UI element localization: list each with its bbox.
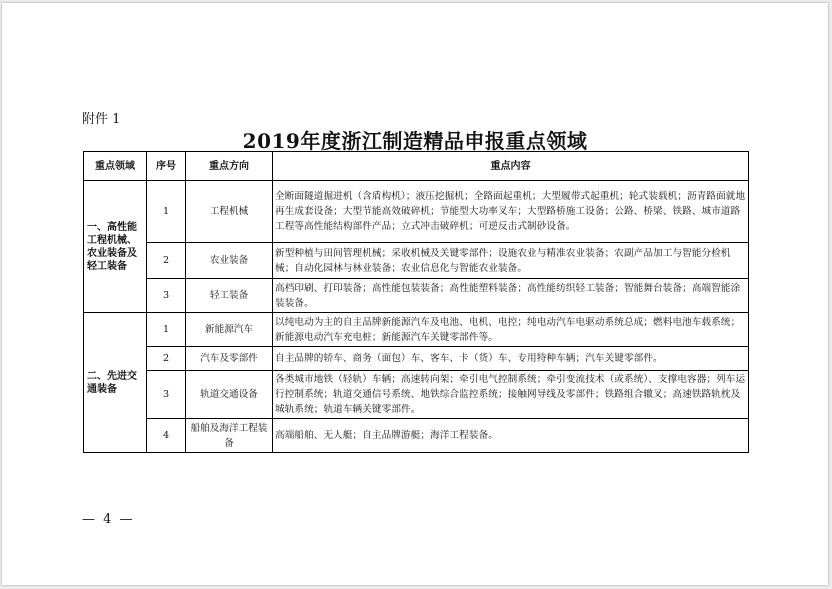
row-number: 3 <box>147 371 186 419</box>
row-content: 新型种植与田间管理机械；采收机械及关键零部件；设施农业与精准农业装备；农副产品加工与智能分检机械；自动化园林与林业装备；农业信息化与智能农业装备。 <box>273 243 749 279</box>
table-row <box>84 279 749 313</box>
header-no: 序号 <box>147 152 186 181</box>
header-area: 重点领域 <box>84 152 147 181</box>
header-content: 重点内容 <box>273 152 749 181</box>
page-title: 2019年度浙江制造精品申报重点领域 <box>242 129 588 153</box>
row-number: 2 <box>147 243 186 279</box>
row-number: 3 <box>147 279 186 313</box>
row-direction: 轨道交通设备 <box>186 371 273 419</box>
row-content: 自主品牌的轿车、商务（面包）车、客车、卡（货）车、专用特种车辆；汽车关键零部件。 <box>273 347 749 371</box>
table-row <box>84 243 749 279</box>
page-number: — 4 — <box>82 512 135 527</box>
table-row <box>84 181 749 243</box>
row-content: 高端船舶、无人艇；自主品牌游艇；海洋工程装备。 <box>273 419 749 453</box>
area-cell: 二、先进交通装备 <box>84 313 147 453</box>
attachment-label: 附件 1 <box>82 112 121 127</box>
table-row <box>84 313 749 347</box>
row-number: 2 <box>147 347 186 371</box>
document-page <box>2 3 828 585</box>
row-content: 以纯电动为主的自主品牌新能源汽车及电池、电机、电控；纯电动汽车电驱动系统总成；燃料电池车载系统；新能源电动汽车充电桩；新能源汽车关键零部件等。 <box>273 313 749 347</box>
row-direction: 工程机械 <box>186 181 273 243</box>
row-direction: 新能源汽车 <box>186 313 273 347</box>
row-number: 1 <box>147 313 186 347</box>
area-cell: 一、高性能工程机械、农业装备及轻工装备 <box>84 181 147 313</box>
row-content: 各类城市地铁（轻轨）车辆；高速转向架；牵引电气控制系统；牵引变流技术（或系统）、支撑电容器；列车运行控制系统；轨道交通信号系统、地铁综合监控系统；接触网导线及零部件；铁路组合辙叉；高速铁路轨枕及城轨系统；轨道车辆关键零部件。 <box>273 371 749 419</box>
table-row <box>84 419 749 453</box>
row-content: 全断面隧道掘进机（含盾构机）；液压挖掘机；全路面起重机；大型履带式起重机；轮式装载机；沥青路面就地再生成套设备；大型节能高效破碎机；节能型大功率叉车；大型路桥施工设备；公路、桥梁、铁路、城市道路工程等高性能结构部件产品；立式冲击破碎机；可逆反击式制砂设备。 <box>273 181 749 243</box>
row-direction: 轻工装备 <box>186 279 273 313</box>
table-header-row <box>84 152 749 181</box>
row-number: 4 <box>147 419 186 453</box>
table-row <box>84 347 749 371</box>
row-content: 高档印刷、打印装备；高性能包装装备；高性能塑料装备；高性能纺织轻工装备；智能舞台装备；高端智能涂装装备。 <box>273 279 749 313</box>
key-areas-table <box>83 151 749 453</box>
row-direction: 汽车及零部件 <box>186 347 273 371</box>
row-direction: 农业装备 <box>186 243 273 279</box>
header-direction: 重点方向 <box>186 152 273 181</box>
row-direction: 船舶及海洋工程装备 <box>186 419 273 453</box>
table-row <box>84 371 749 419</box>
row-number: 1 <box>147 181 186 243</box>
